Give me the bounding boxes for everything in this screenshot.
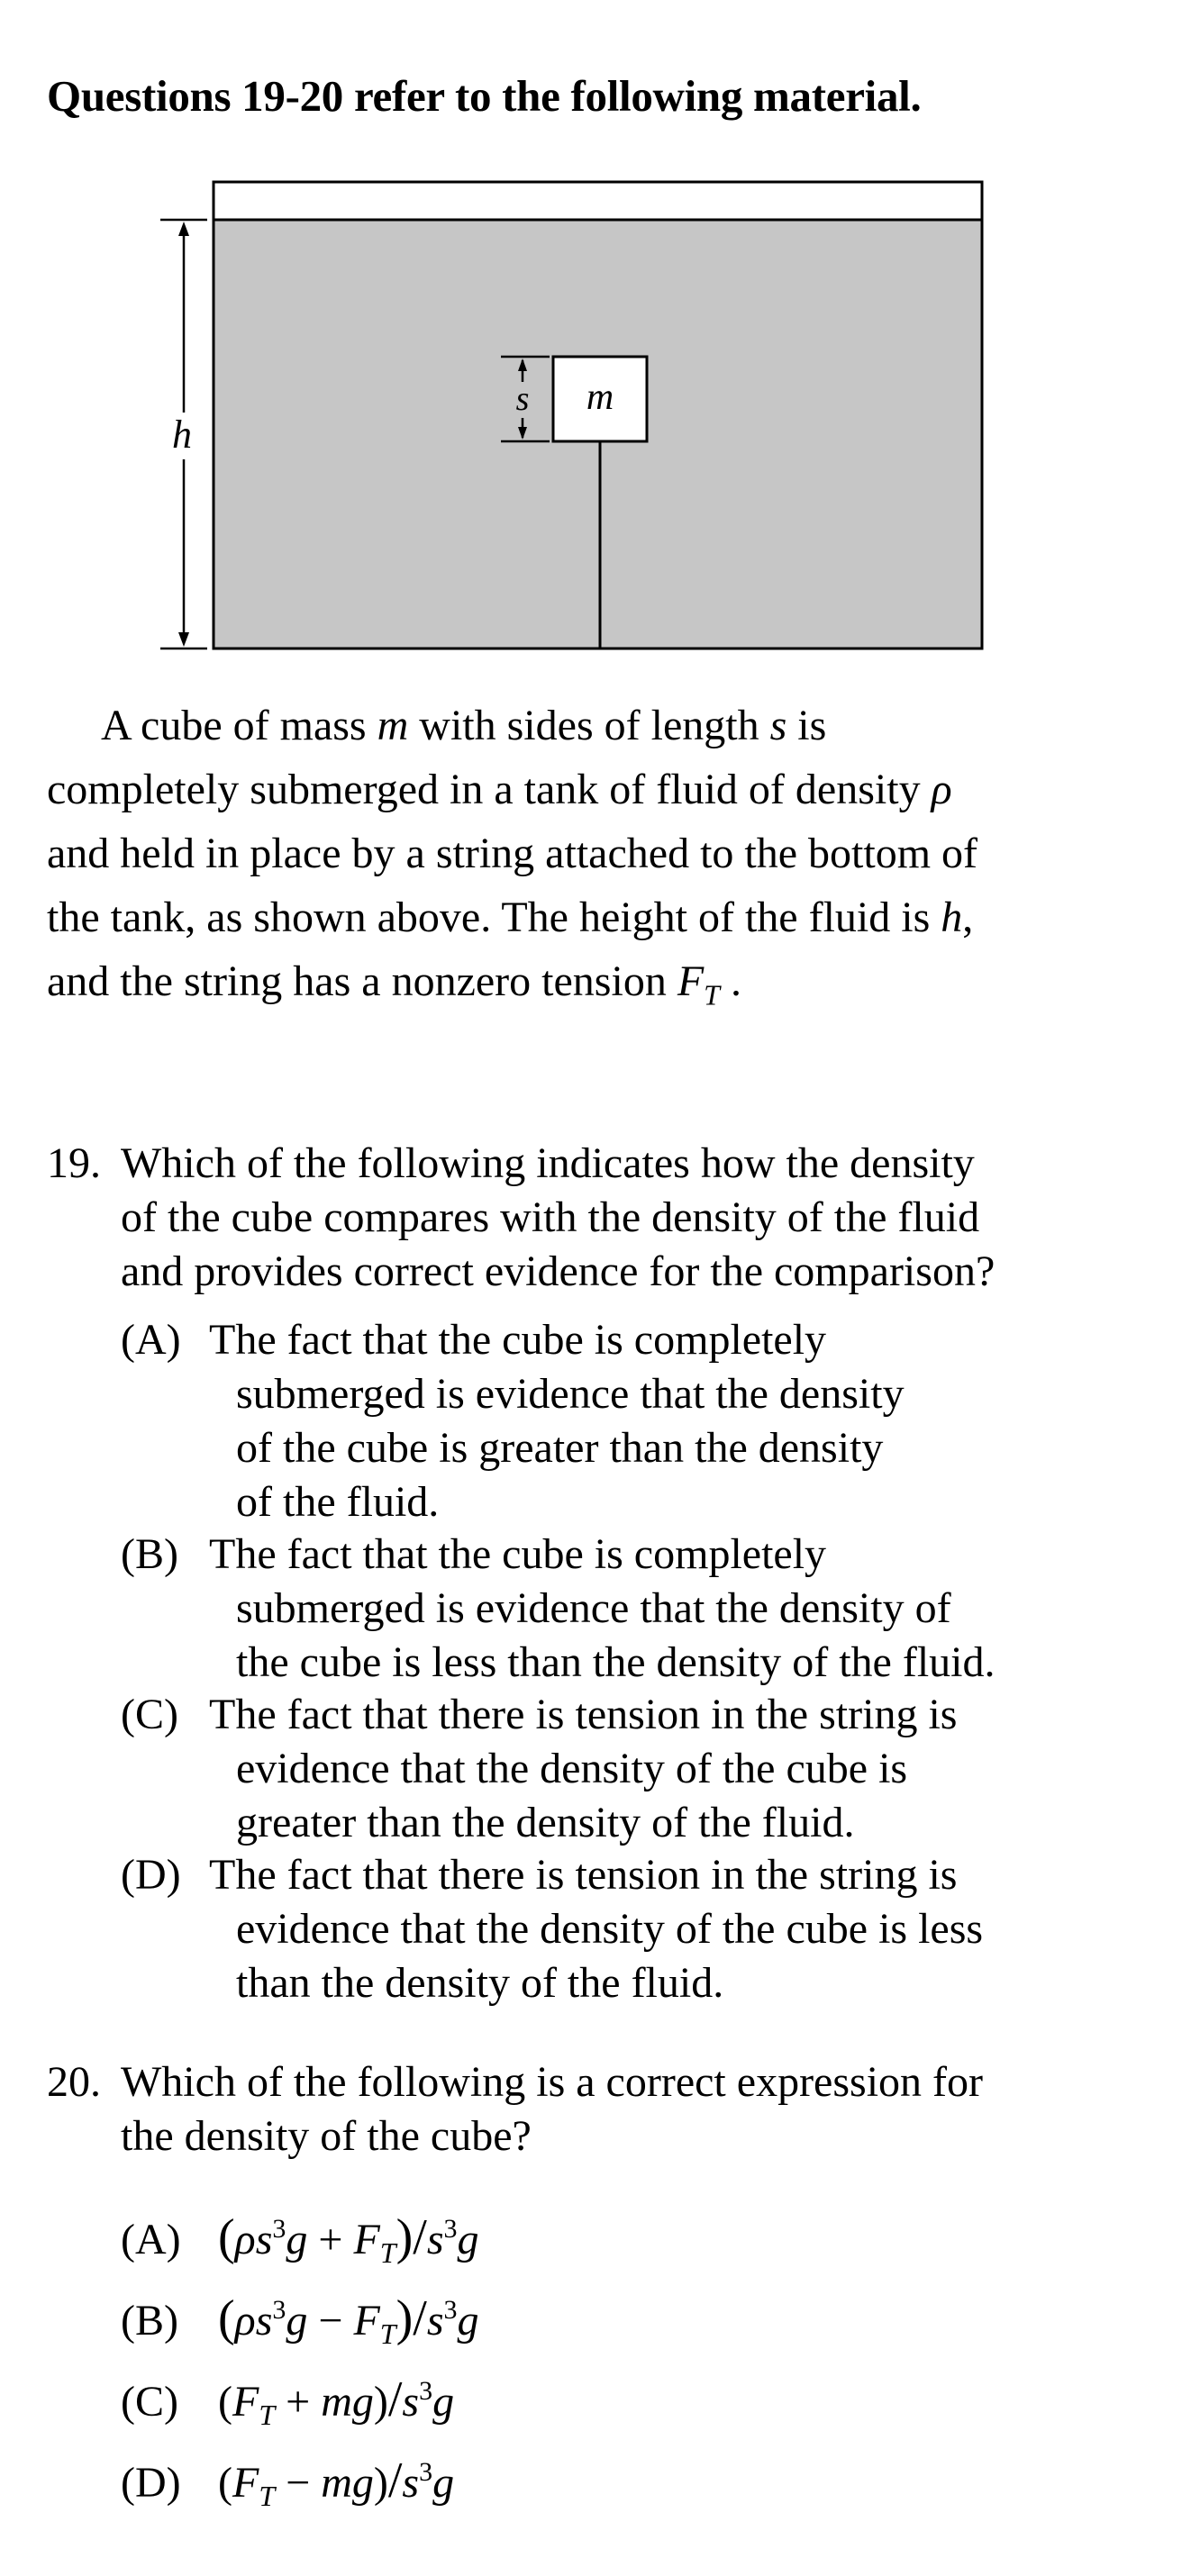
q20-choice-d[interactable]: (D) $(F_T - mg)/s^3g$ (121, 2453, 455, 2512)
tank-top-rim (214, 182, 982, 220)
section-heading: Questions 19-20 refer to the following material. (47, 71, 922, 121)
height-label: h (172, 413, 192, 457)
cube-mass-label: m (586, 376, 614, 418)
tank-diagram (0, 0, 1182, 685)
q20-choice-a[interactable]: (A) $(\rho s^3g + F_T)/s^3g$ (121, 2209, 479, 2269)
height-arrow-down-icon (178, 632, 189, 647)
question-19-stem: 19. Which of the following indicates how the density of the cube compares with the density of the fluid and provides correct evidence for the comparison? (47, 1137, 995, 1299)
q19-choice-c[interactable]: (C) The fact that there is tension in the string is evidence that the density of the cube is greater than the density of the fluid. (121, 1691, 958, 1846)
q20-choice-c[interactable]: (C) $(F_T + mg)/s^3g$ (121, 2372, 455, 2431)
q19-choice-a[interactable]: (A) The fact that the cube is completely submerged is evidence that the density of the cube is greater than the density of the fluid. (121, 1316, 905, 1526)
height-arrow-up-icon (178, 222, 189, 236)
side-length-label: s (515, 380, 530, 418)
question-number: 19. (47, 1139, 101, 1187)
q19-choice-b[interactable]: (B) The fact that the cube is completely submerged is evidence that the density of the cube is less than the density of the fluid. (121, 1530, 996, 1686)
question-number: 20. (47, 2058, 101, 2106)
question-20-stem: 20. Which of the following is a correct expression for the density of the cube? (47, 2055, 983, 2163)
q19-choice-d[interactable]: (D) The fact that there is tension in the string is evidence that the density of the cube is less than the density of the fluid. (121, 1851, 984, 2007)
q20-choice-b[interactable]: (B) $(\rho s^3g - F_T)/s^3g$ (121, 2290, 479, 2350)
passage: A cube of mass m with sides of length s is completely submerged in a tank of fluid of density ρ and held in place by a string attached to the bottom of the tank, as shown above. The height of the fluid is h, and the string has a nonzero tension $F_T$ . (47, 702, 978, 1011)
